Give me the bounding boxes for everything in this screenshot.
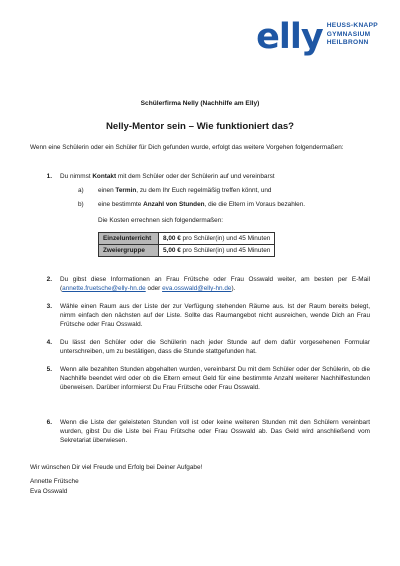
costs-desc: pro Schüler(in) und 45 Minuten <box>180 247 271 254</box>
step-number: 6. <box>46 419 52 426</box>
costs-table <box>98 232 275 257</box>
costs-price: 5,00 € <box>163 247 181 254</box>
email-link-fruetsche[interactable]: annette.fruetsche@elly-hn.de <box>62 285 146 292</box>
step-number: 1. <box>46 173 52 180</box>
step-text-part: oder <box>145 285 163 292</box>
step-keyword: Kontakt <box>92 173 117 180</box>
costs-row <box>99 233 275 245</box>
costs-row <box>99 245 275 257</box>
step-5 <box>30 365 370 392</box>
sub-letter: b) <box>78 201 84 208</box>
logo-school-name <box>327 22 378 48</box>
document-title: Nelly-Mentor sein – Wie funktioniert das? <box>105 121 295 132</box>
step-text-part: Du nimmst <box>60 173 93 180</box>
step-text: Wenn die Liste der geleisteten Stunden voll ist oder keine weiteren Stunden mit den Schülern vereinbart wurden, gibst Du die Liste bei Frau Frütsche oder Frau Osswald ab. Das Geld wird anschließend vom Sekretariat überwiesen. <box>60 419 370 444</box>
school-logo <box>256 17 378 57</box>
signature-osswald: Eva Osswald <box>30 488 68 495</box>
intro-paragraph: Wenn eine Schülerin oder ein Schüler für Dich gefunden wurde, erfolgt das weitere Vorgehen folgendermaßen: <box>30 144 344 151</box>
step-text: Wenn alle bezahlten Stunden abgehalten wurden, vereinbarst Du mit dem Schüler oder der Schülerin, ob die Nachhilfe beendet wird oder ob die Eltern erneut Geld für eine bestimmte Anzahl weiterer Nachhilfestunden überweisen. Darüber informierst Du Frau Frütsche oder Frau Osswald. <box>60 366 370 391</box>
costs-value <box>159 245 275 257</box>
step-1-sub-b <box>78 200 370 209</box>
step-3 <box>30 302 370 329</box>
step-text: Du lässt den Schüler oder die Schülerin nach jeder Stunde auf dem dafür vorgesehenen Formular unterschreiben, um zu bestätigen, dass die Stunde stattgefunden hat. <box>60 339 370 355</box>
step-number: 4. <box>46 339 52 346</box>
step-text-part: ). <box>231 285 236 292</box>
sub-text-part: einen <box>98 187 116 194</box>
sub-text-part: , die die Eltern im Voraus bezahlen. <box>204 201 306 208</box>
step-text: Wähle einen Raum aus der Liste der zur Verfügung stehenden Räume aus. Ist der Raum bereits belegt, nimm einfach den nächsten auf der Liste. Sollte das Raumangebot nicht ausreichen, wende Dich an Frau Frütsche oder Frau Osswald. <box>60 303 370 328</box>
logo-line-2: GYMNASIUM <box>326 30 371 38</box>
logo-line-1: HEUSS-KNAPP <box>326 22 378 29</box>
sub-text-part: , zu dem Ihr Euch regelmäßig treffen könnt, und <box>136 187 272 194</box>
sub-letter: a) <box>78 187 84 194</box>
step-text <box>60 275 370 293</box>
costs-price: 8,00 € <box>163 235 181 242</box>
sub-text <box>98 186 272 195</box>
step-number: 5. <box>46 366 52 373</box>
sub-keyword: Anzahl von Stunden <box>143 201 205 208</box>
step-text <box>60 172 370 181</box>
step-6 <box>30 418 370 445</box>
logo-wordmark: elly <box>256 17 323 57</box>
costs-desc: pro Schüler(in) und 45 Minuten <box>180 235 271 242</box>
costs-value <box>159 233 275 245</box>
closing-line: Wir wünschen Dir viel Freude und Erfolg bei Deiner Aufgabe! <box>30 464 203 471</box>
costs-label: Zweiergruppe <box>99 245 159 257</box>
costs-intro: Die Kosten errechnen sich folgendermaßen: <box>98 217 224 224</box>
sub-text <box>98 200 305 209</box>
step-1-sub-a <box>78 186 370 195</box>
step-number: 2. <box>46 276 52 283</box>
step-text-part: Du gibst diese Informationen an Frau Frütsche oder Frau Osswald weiter, am besten per E-Mail ( <box>60 276 370 292</box>
logo-line-3: HEILBRONN <box>326 39 369 47</box>
step-text-part: mit dem Schüler oder der Schülerin auf und vereinbarst <box>116 173 275 180</box>
signature-fruetsche: Annette Frütsche <box>30 478 79 485</box>
sub-text-part: eine bestimmte <box>98 201 144 208</box>
email-link-osswald[interactable]: eva.osswald@elly-hn.de <box>162 285 232 292</box>
step-4 <box>30 338 370 356</box>
step-1 <box>30 172 370 181</box>
step-number: 3. <box>46 303 52 310</box>
step-2 <box>30 275 370 293</box>
costs-label: Einzelunterricht <box>99 233 159 245</box>
sub-keyword: Termin <box>115 187 137 194</box>
document-subtitle: Schülerfirma Nelly (Nachhilfe am Elly) <box>140 100 260 107</box>
